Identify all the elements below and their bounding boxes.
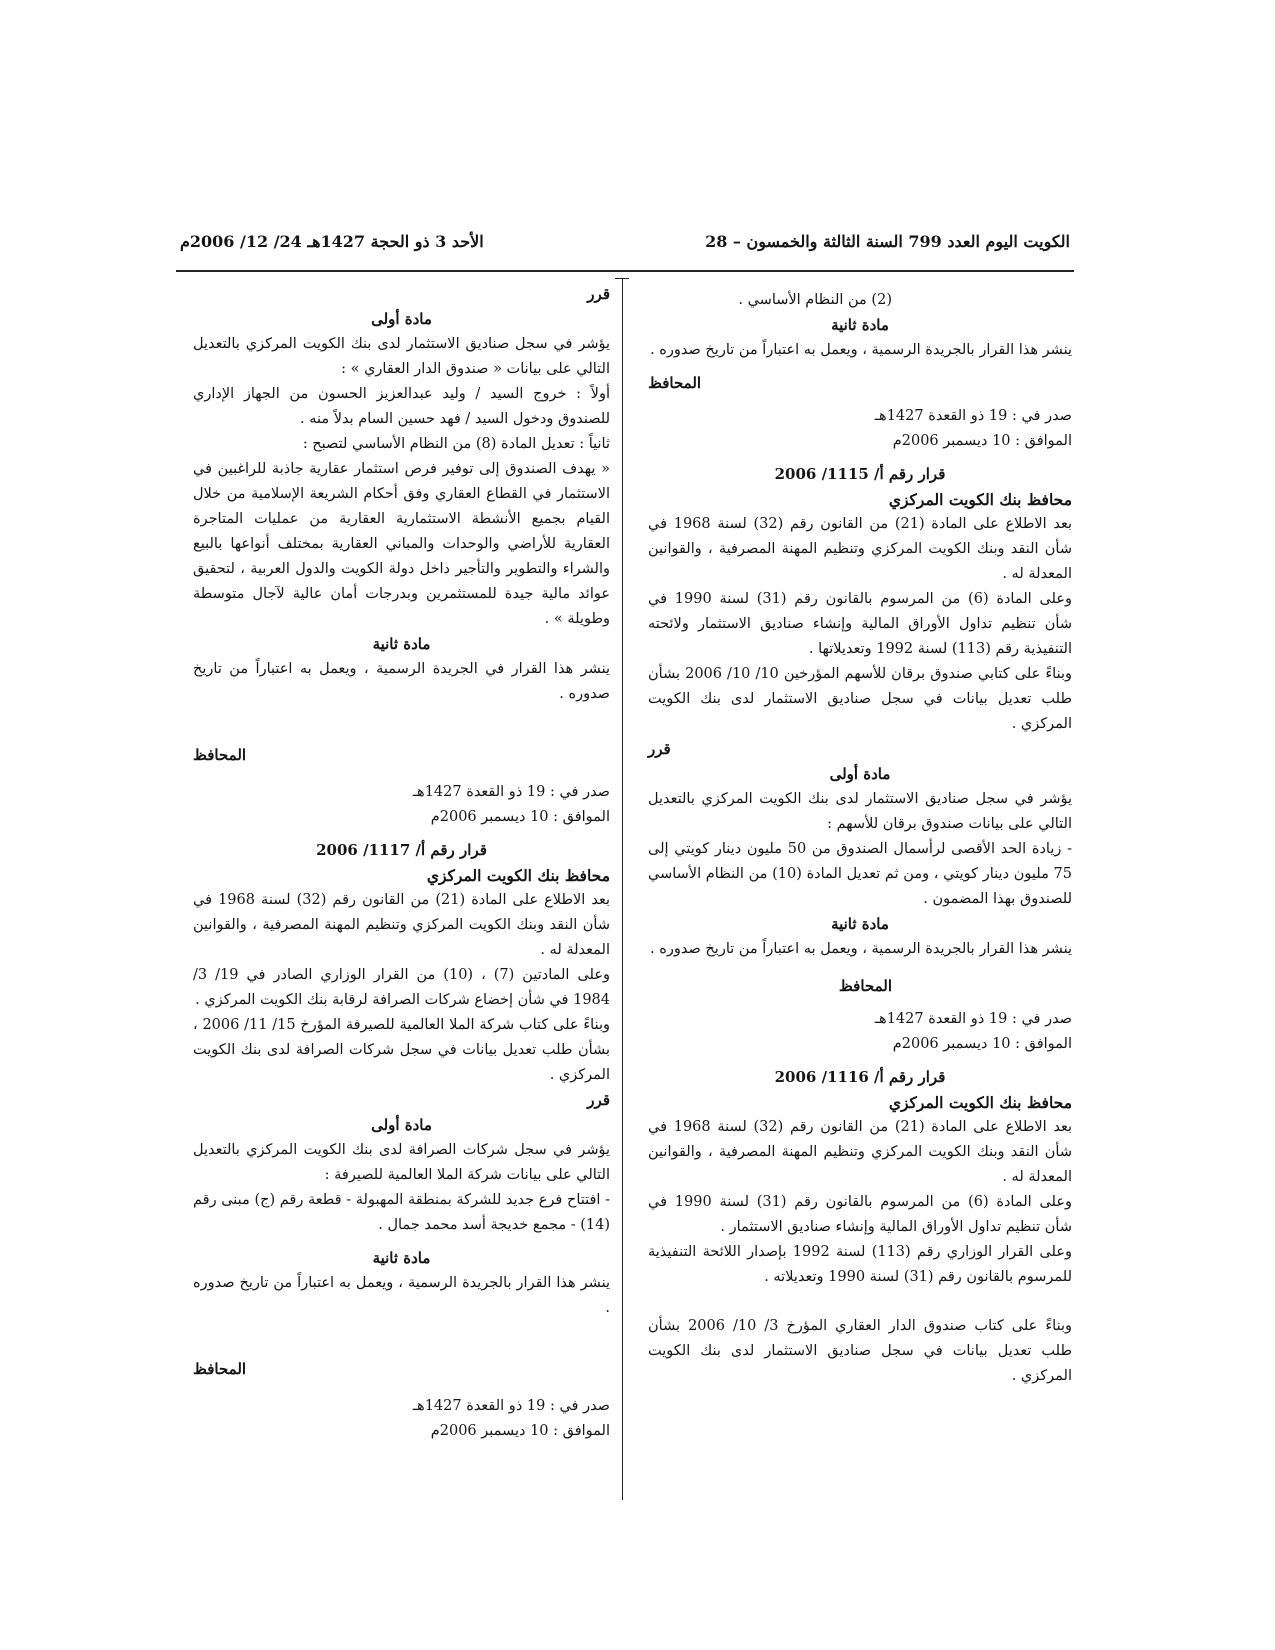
article-1-text: يؤشر في سجل شركات الصرافة لدى بنك الكويت المركزي بالتعديل التالي على بيانات شركة الملا العالمية للصيرفة : bbox=[193, 1142, 610, 1183]
governor-signature: المحافظ bbox=[193, 746, 247, 764]
preamble-paragraph: بعد الاطلاع على المادة (21) من القانون رقم (32) لسنة 1968 في شأن النقد وبنك الكويت المركزي وتنظيم المهنة المصرفية ، والقوانين المعدلة له . bbox=[193, 892, 610, 958]
decision-number: قرار رقم أ/ 1116/ 2006 bbox=[774, 1068, 946, 1086]
issued-date: صدر في : 19 ذو القعدة 1427هـ bbox=[412, 1398, 610, 1414]
governor-signature: المحافظ bbox=[648, 374, 702, 392]
corresponding-date: الموافق : 10 ديسمبر 2006م bbox=[892, 433, 1072, 449]
governor-signature: المحافظ bbox=[838, 977, 892, 995]
decides-heading: قرر bbox=[587, 1091, 610, 1109]
column-divider bbox=[622, 278, 623, 1500]
right-column bbox=[648, 288, 1072, 1389]
continuation-text: (2) من النظام الأساسي . bbox=[738, 292, 892, 308]
article-1-heading: مادة أولى bbox=[829, 765, 891, 783]
governor-signature: المحافظ bbox=[193, 1360, 247, 1378]
amended-article-quote: « يهدف الصندوق إلى توفير فرص استثمار عقارية جاذبة للراغبين في الاستثمار في القطاع العقاري وفق أحكام الشريعة الإسلامية من خلال القيام بجميع الأنشطة الاستثمارية العقارية من عمليات المتاجرة العقارية للأراضي والوحدات والمباني العقارية بمختلف أنواعها بالبيع والشراء والتطوير والتأجير داخل دولة الكويت والدول العربية ، لتحقيق عوائد مالية جيدة للمستثمرين وبدرجات أمان عالية لآجال متوسطة وطويلة » . bbox=[193, 461, 610, 627]
preamble-paragraph: وعلى المادتين (7) ، (10) من القرار الوزاري الصادر في 19/ 3/ 1984 في شأن إخضاع شركات الصرافة لرقابة بنك الكويت المركزي . bbox=[193, 967, 611, 1008]
preamble-paragraph: بعد الاطلاع على المادة (21) من القانون رقم (32) لسنة 1968 في شأن النقد وبنك الكويت المركزي وتنظيم المهنة المصرفية ، والقوانين المعدلة له . bbox=[648, 516, 1072, 582]
corresponding-date: الموافق : 10 ديسمبر 2006م bbox=[430, 809, 610, 825]
gazette-issue-info: الكويت اليوم العدد 799 السنة الثالثة والخمسون – 28 bbox=[705, 232, 1070, 251]
article-2-heading: مادة ثانية bbox=[372, 635, 431, 653]
decides-heading: قرر bbox=[648, 740, 671, 758]
issued-date: صدر في : 19 ذو القعدة 1427هـ bbox=[874, 1011, 1072, 1027]
decision-issuer: محافظ بنك الكويت المركزي bbox=[426, 866, 610, 885]
page-header bbox=[180, 232, 1070, 258]
issue-date: الأحد 3 ذو الحجة 1427هـ 24/ 12/ 2006م bbox=[180, 232, 484, 251]
preamble-paragraph: وبناءً على كتاب صندوق الدار العقاري المؤرخ 3/ 10/ 2006 بشأن طلب تعديل بيانات في سجل صناديق الاستثمار لدى بنك الكويت المركزي . bbox=[648, 1318, 1072, 1384]
article-2-text: ينشر هذا القرار في الجريدة الرسمية ، ويعمل به اعتباراً من تاريخ صدوره . bbox=[193, 661, 610, 702]
issued-date: صدر في : 19 ذو القعدة 1427هـ bbox=[874, 408, 1072, 424]
issued-date: صدر في : 19 ذو القعدة 1427هـ bbox=[412, 784, 610, 800]
article-2-heading: مادة ثانية bbox=[831, 915, 889, 933]
preamble-paragraph: بعد الاطلاع على المادة (21) من القانون رقم (32) لسنة 1968 في شأن النقد وبنك الكويت المركزي وتنظيم المهنة المصرفية ، والقوانين المعدلة له . bbox=[648, 1119, 1072, 1185]
article-1-item: - افتتاح فرع جديد للشركة بمنطقة المهبولة - قطعة رقم (ج) مبنى رقم (14) - مجمع خديجة أسد محمد جمال . bbox=[193, 1192, 610, 1233]
left-column bbox=[193, 282, 610, 1444]
amendment-item: أولاً : خروج السيد / وليد عبدالعزيز الحسون من الجهاز الإداري للصندوق ودخول السيد / فهد حسين السام بدلاً منه . bbox=[193, 386, 610, 427]
article-1-text: يؤشر في سجل صناديق الاستثمار لدى بنك الكويت المركزي بالتعديل التالي على بيانات صندوق برقان للأسهم : bbox=[648, 791, 1072, 832]
article-2-text: ينشر هذا القرار بالجريدة الرسمية ، ويعمل به اعتباراً من تاريخ صدوره . bbox=[650, 941, 1072, 957]
preamble-paragraph: وعلى القرار الوزاري رقم (113) لسنة 1992 بإصدار اللائحة التنفيذية للمرسوم بالقانون رقم (31) لسنة 1990 وتعديلاته . bbox=[648, 1244, 1072, 1285]
header-rule bbox=[176, 270, 1074, 272]
preamble-paragraph: وعلى المادة (6) من المرسوم بالقانون رقم (31) لسنة 1990 في شأن تنظيم تداول الأوراق المالية وإنشاء صناديق الاستثمار . bbox=[648, 1194, 1072, 1235]
article-2-text: ينشر هذا القرار بالجريدة الرسمية ، ويعمل به اعتباراً من تاريخ صدوره . bbox=[193, 1275, 610, 1316]
article-2-heading: مادة ثانية bbox=[831, 316, 889, 334]
preamble-paragraph: وبناءً على كتابي صندوق برقان للأسهم المؤرخين 10/ 10/ 2006 بشأن طلب تعديل بيانات في سجل صناديق الاستثمار لدى بنك الكويت المركزي . bbox=[648, 666, 1072, 732]
preamble-paragraph: وبناءً على كتاب شركة الملا العالمية للصيرفة المؤرخ 15/ 11/ 2006 ، بشأن طلب تعديل بيانات في سجل شركات الصرافة لدى بنك الكويت المركزي . bbox=[193, 1017, 610, 1083]
corresponding-date: الموافق : 10 ديسمبر 2006م bbox=[430, 1423, 610, 1439]
decision-issuer: محافظ بنك الكويت المركزي bbox=[888, 1093, 1072, 1112]
article-2-text: ينشر هذا القرار بالجريدة الرسمية ، ويعمل به اعتباراً من تاريخ صدوره . bbox=[650, 342, 1072, 358]
corresponding-date: الموافق : 10 ديسمبر 2006م bbox=[892, 1036, 1072, 1052]
article-1-heading: مادة أولى bbox=[371, 1116, 432, 1134]
amendment-item: ثانياً : تعديل المادة (8) من النظام الأساسي لتصبح : bbox=[302, 436, 610, 452]
article-2-heading: مادة ثانية bbox=[372, 1249, 431, 1267]
decision-number: قرار رقم أ/ 1117/ 2006 bbox=[316, 841, 487, 859]
article-1-item: - زيادة الحد الأقصى لرأسمال الصندوق من 50 مليون دينار كويتي إلى 75 مليون دينار كويتي ، ومن ثم تعديل المادة (10) من النظام الأساسي للصندوق بهذا المضمون . bbox=[648, 841, 1072, 907]
article-1-heading: مادة أولى bbox=[371, 310, 432, 328]
decision-number: قرار رقم أ/ 1115/ 2006 bbox=[774, 465, 946, 483]
article-1-text: يؤشر في سجل صناديق الاستثمار لدى بنك الكويت المركزي بالتعديل التالي على بيانات « صندوق الدار العقاري » : bbox=[193, 336, 610, 377]
decision-issuer: محافظ بنك الكويت المركزي bbox=[888, 490, 1072, 509]
preamble-paragraph: وعلى المادة (6) من المرسوم بالقانون رقم (31) لسنة 1990 في شأن تنظيم تداول الأوراق المالية وإنشاء صناديق الاستثمار ولائحته التنفيذية رقم (113) لسنة 1992 وتعديلاتها . bbox=[648, 591, 1072, 657]
decides-heading: قرر bbox=[587, 285, 610, 303]
column-divider-tick bbox=[615, 278, 629, 279]
